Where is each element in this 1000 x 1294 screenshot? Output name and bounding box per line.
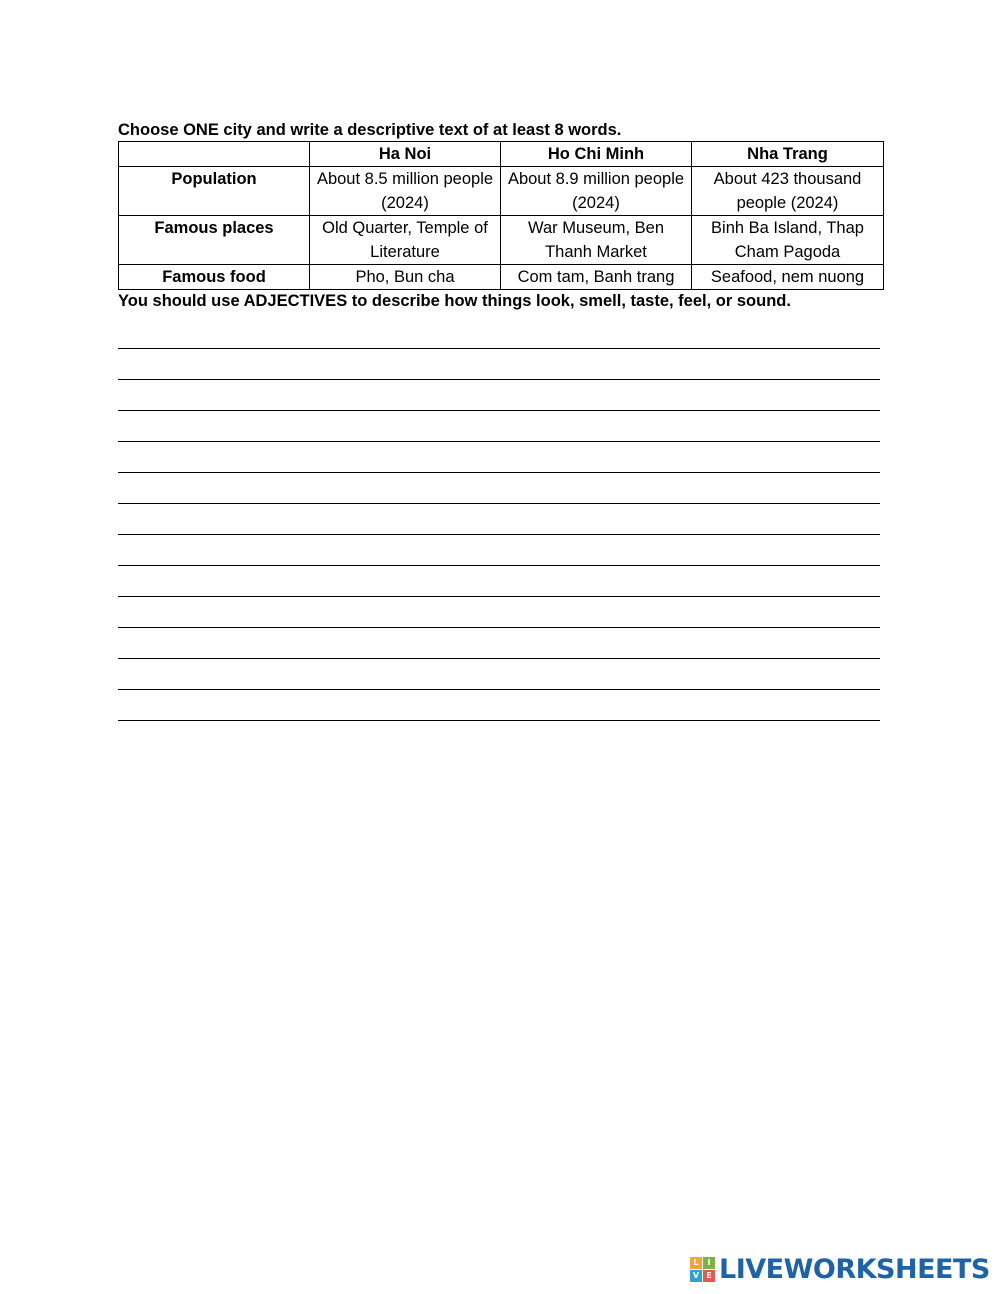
- answer-line[interactable]: [118, 659, 880, 690]
- worksheet: [118, 119, 883, 721]
- answer-line[interactable]: [118, 566, 880, 597]
- answer-line[interactable]: [118, 690, 880, 721]
- table-cell: Com tam, Banh trang: [501, 265, 692, 290]
- logo-tile: L: [690, 1257, 702, 1269]
- logo-text: LIVEWORKSHEETS: [719, 1253, 990, 1285]
- table-header-ha-noi: Ha Noi: [310, 142, 501, 167]
- answer-line[interactable]: [118, 628, 880, 659]
- table-cell: Seafood, nem nuong: [692, 265, 884, 290]
- table-header-nha-trang: Nha Trang: [692, 142, 884, 167]
- table-cell: Binh Ba Island, Thap Cham Pagoda: [692, 216, 884, 265]
- logo-tile: E: [703, 1270, 715, 1282]
- table-cell: About 8.5 million people (2024): [310, 167, 501, 216]
- table-row-famous-food: [119, 265, 884, 290]
- answer-line[interactable]: [118, 411, 880, 442]
- table-cell: About 423 thousand people (2024): [692, 167, 884, 216]
- adjective-hint-text: You should use ADJECTIVES to describe how things look, smell, taste, feel, or sound.: [118, 292, 791, 310]
- table-row-population: [119, 167, 884, 216]
- table-cell: About 8.9 million people (2024): [501, 167, 692, 216]
- row-label-famous-places: Famous places: [119, 216, 310, 265]
- answer-line[interactable]: [118, 504, 880, 535]
- liveworksheets-logo: [690, 1254, 990, 1284]
- table-header-row: [119, 142, 884, 167]
- answer-line[interactable]: [118, 318, 880, 349]
- logo-tile: V: [690, 1270, 702, 1282]
- table-cell: Old Quarter, Temple of Literature: [310, 216, 501, 265]
- row-label-famous-food: Famous food: [119, 265, 310, 290]
- answer-line[interactable]: [118, 442, 880, 473]
- answer-line[interactable]: [118, 380, 880, 411]
- table-header-empty: [119, 142, 310, 167]
- table-row-famous-places: [119, 216, 884, 265]
- instruction-text: Choose ONE city and write a descriptive text of at least 8 words.: [118, 121, 622, 139]
- logo-mark-icon: [690, 1257, 715, 1282]
- city-info-table: [118, 141, 884, 290]
- answer-line[interactable]: [118, 535, 880, 566]
- table-cell: War Museum, Ben Thanh Market: [501, 216, 692, 265]
- logo-tile: I: [703, 1257, 715, 1269]
- answer-area[interactable]: [118, 318, 883, 721]
- table-cell: Pho, Bun cha: [310, 265, 501, 290]
- answer-line[interactable]: [118, 597, 880, 628]
- answer-line[interactable]: [118, 473, 880, 504]
- answer-line[interactable]: [118, 349, 880, 380]
- row-label-population: Population: [119, 167, 310, 216]
- table-header-ho-chi-minh: Ho Chi Minh: [501, 142, 692, 167]
